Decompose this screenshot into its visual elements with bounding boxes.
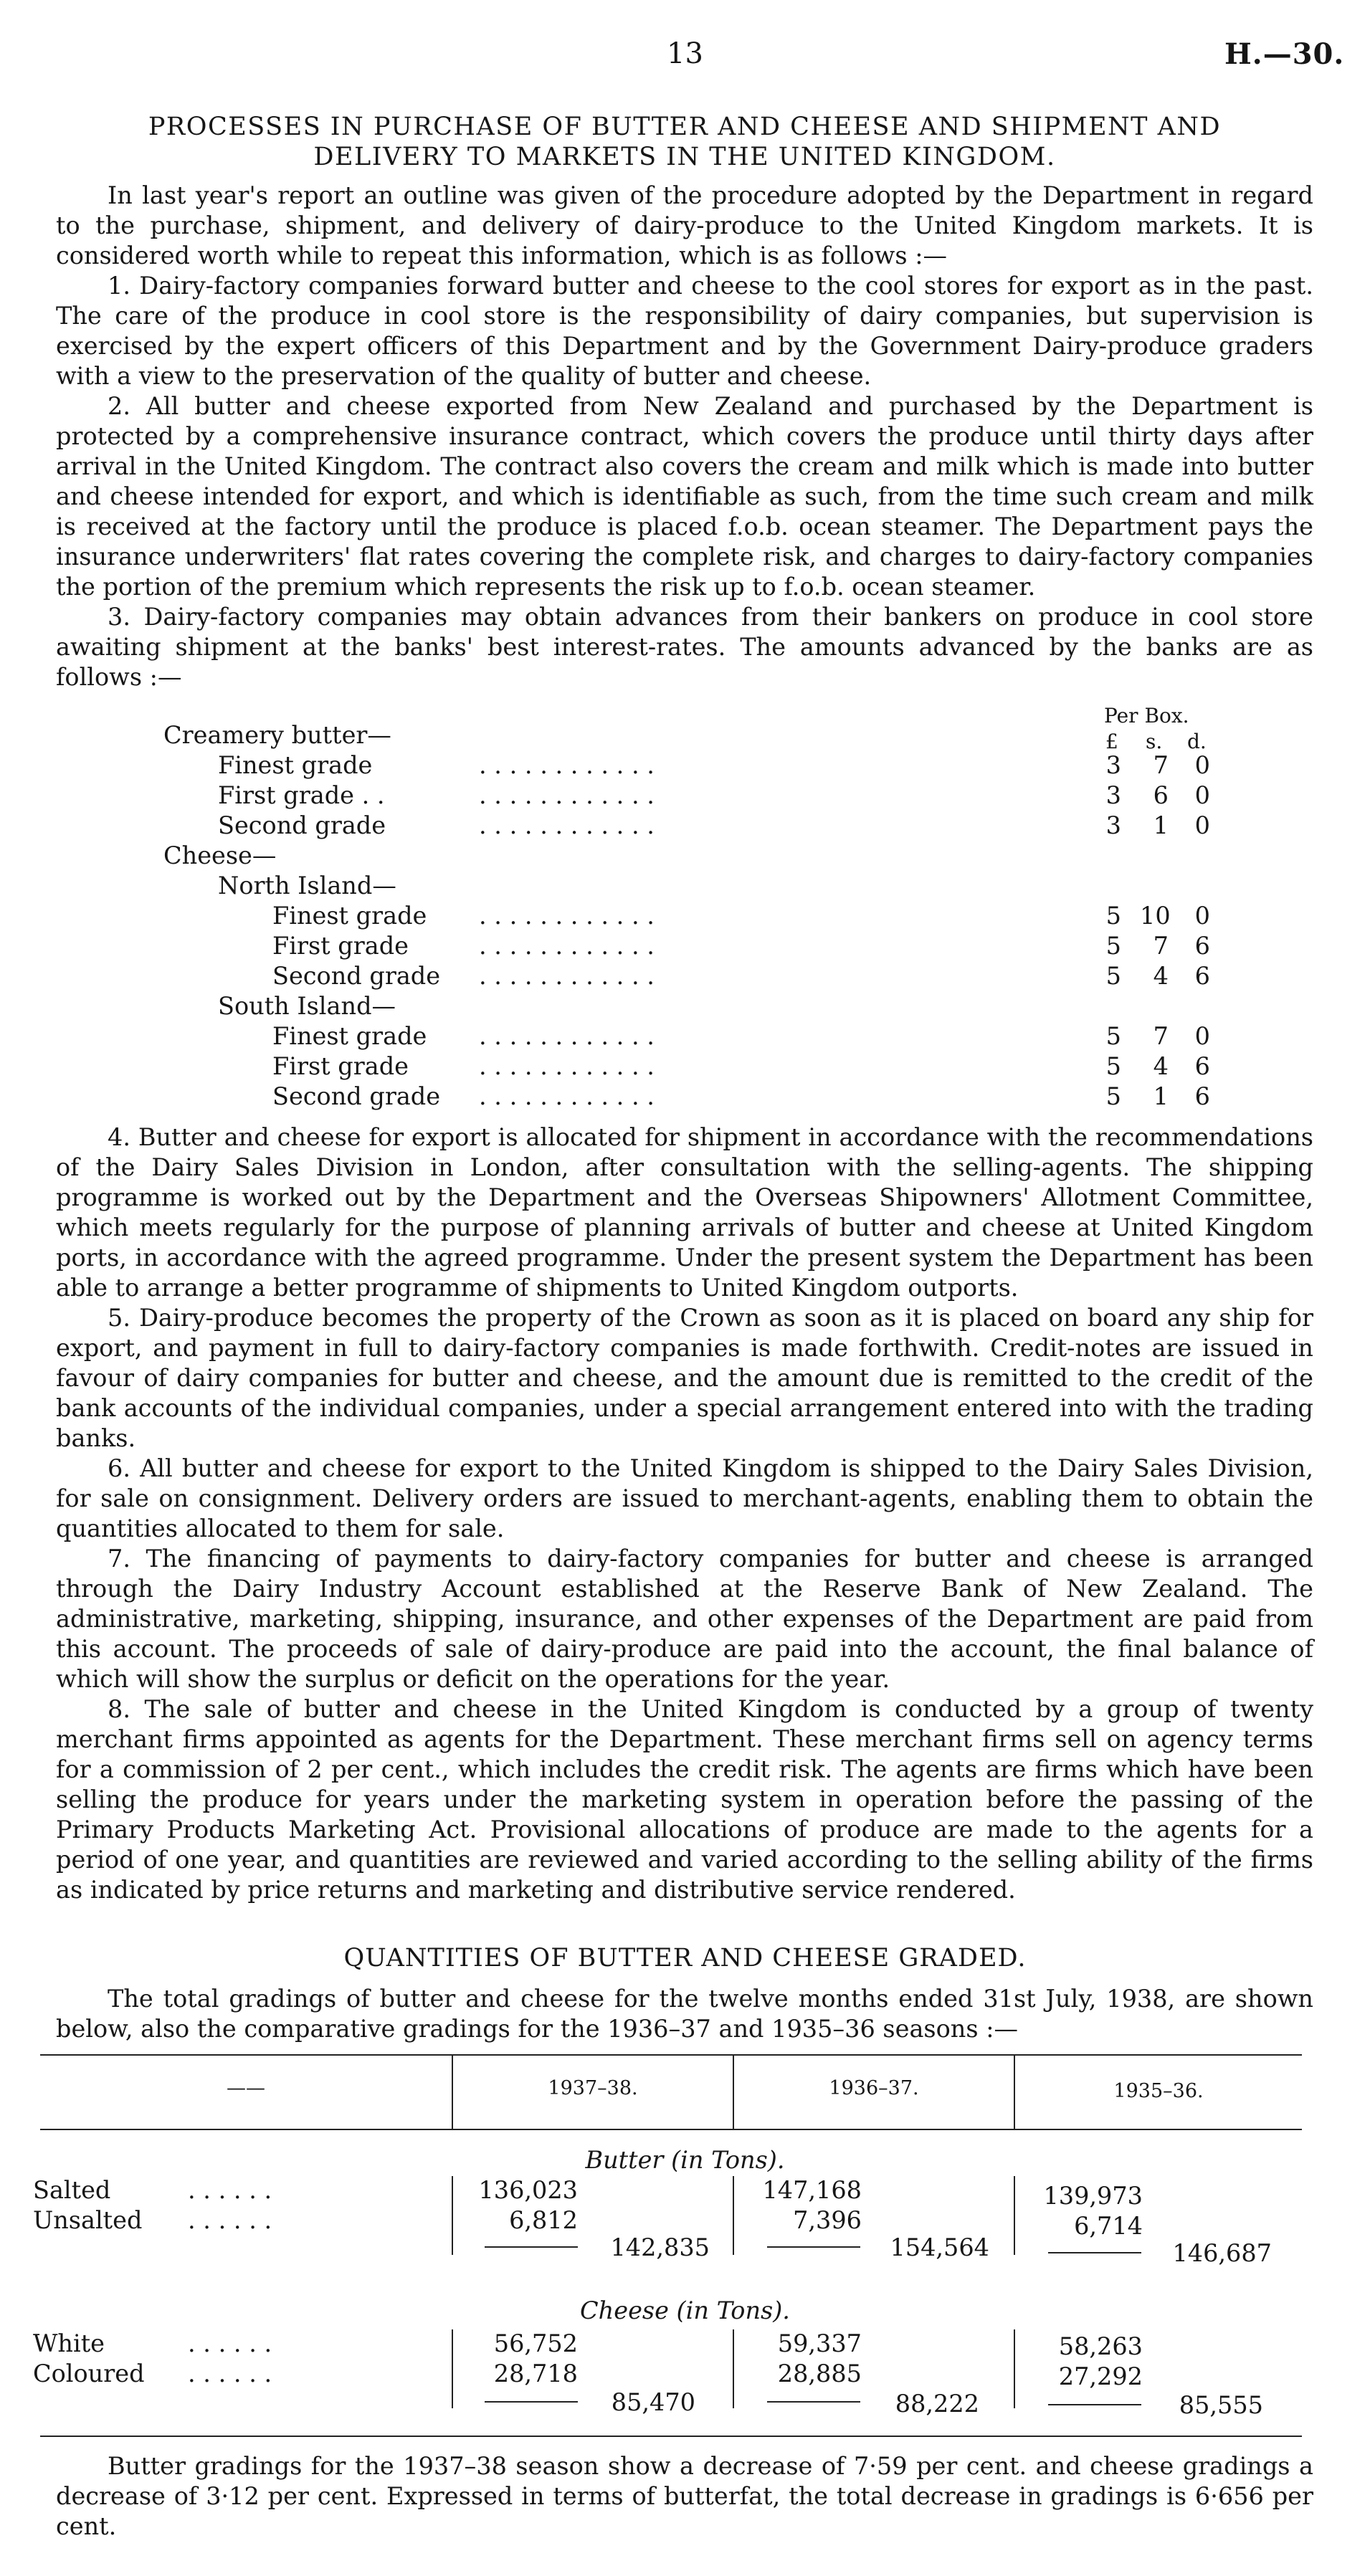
table-header-rule [40, 2129, 1302, 2130]
leader-dots: . . . . . . . . . . . . [479, 811, 655, 839]
cheese-total-1936-37: 88,222 [895, 2390, 979, 2418]
page-number: 13 [667, 37, 703, 70]
paragraph-1: 1. Dairy-factory companies forward butter and cheese to the cool stores for export as in the past. The care of the produce in cool store is the responsibility of dairy companies, but supervision is exercised by the expert officers of this Department and by the Government Dairy-produce graders with a view to the preservation of the quality of butter and cheese. [56, 272, 1313, 390]
subtotal-rule [485, 2246, 578, 2248]
row-label-unsalted: Unsalted [33, 2206, 143, 2234]
paragraph-5: 5. Dairy-produce becomes the property of the Crown as soon as it is placed on board any ship for export, and payment in full to dairy-factory companies is made forthwith. Credit-notes are issued in favour of dairy companies for butter and cheese, and the amount due is remitted to the credit of the bank accounts of the individual companies, under a special arrangement entered into with the trading banks. [56, 1304, 1313, 1452]
row-label-salted: Salted [33, 2176, 111, 2204]
row-label-white: White [33, 2329, 105, 2357]
cheese-subheading: Cheese (in Tons). [580, 2296, 790, 2324]
cheese-white-1935-36: 58,263 [1058, 2332, 1143, 2360]
column-divider [1014, 2176, 1015, 2255]
rate-shillings: 1 [1153, 811, 1169, 839]
rate-pence: 6 [1194, 962, 1210, 990]
row-label-coloured: Coloured [33, 2360, 145, 2387]
rate-pounds: 5 [1105, 1052, 1121, 1080]
subtotal-rule [767, 2246, 860, 2248]
per-box-header: Per Box. [1104, 704, 1189, 728]
cheese-total-1937-38: 85,470 [611, 2388, 695, 2416]
rate-pounds: 5 [1105, 932, 1121, 960]
butter-total-1937-38: 142,835 [610, 2233, 710, 2261]
rate-shillings: 4 [1153, 1052, 1169, 1080]
leader-dots: . . . . . . [188, 2329, 272, 2357]
leader-dots: . . . . . . [188, 2206, 272, 2234]
leader-dots: . . . . . . . . . . . . [479, 932, 655, 960]
gradings-intro: The total gradings of butter and cheese for the twelve months ended 31st July, 1938, are shown below, also the comparative gradings for the 1936–37 and 1935–36 seasons :— [56, 1985, 1313, 2043]
table-bottom-rule [40, 2436, 1302, 2437]
rate-pounds: 3 [1105, 811, 1121, 839]
rate-pounds: 5 [1105, 1082, 1121, 1110]
creamery-butter-label: Creamery butter— [163, 721, 391, 749]
rate-pounds: 5 [1105, 902, 1121, 930]
column-divider [452, 2329, 453, 2408]
rate-pence: 0 [1194, 751, 1210, 779]
rate-pounds: 3 [1105, 781, 1121, 809]
body-text-top [56, 181, 1313, 692]
butter-total-1936-37: 154,564 [890, 2233, 989, 2261]
rate-shillings: 7 [1153, 932, 1169, 960]
rate-shillings: 6 [1153, 781, 1169, 809]
paragraph-7: 7. The financing of payments to dairy-factory companies for butter and cheese is arranged through the Dairy Industry Account established at the Reserve Bank of New Zealand. The administrative, marketing, shipping, insurance, and other expenses of the Department are paid from this account. The proceeds of sale of dairy-produce are paid into the account, the final balance of which will show the surplus or deficit on the operations for the year. [56, 1545, 1313, 1693]
cheese-white-1936-37: 59,337 [777, 2329, 862, 2357]
body-text-bottom [56, 1122, 1313, 1905]
rate-row-label: First grade [272, 932, 409, 960]
rate-pence: 6 [1194, 932, 1210, 960]
pounds-col-header: £ [1105, 730, 1118, 753]
col-header-1937-38: 1937–38. [548, 2077, 638, 2099]
subtotal-rule [1048, 2404, 1141, 2405]
leader-dots: . . . . . . . . . . . . [479, 902, 655, 930]
col-header-1935-36: 1935–36. [1113, 2080, 1204, 2102]
butter-unsalted-1936-37: 7,396 [793, 2206, 862, 2234]
butter-unsalted-1935-36: 6,714 [1074, 2212, 1143, 2240]
cheese-coloured-1936-37: 28,885 [777, 2360, 862, 2387]
table-top-rule [40, 2054, 1302, 2056]
rate-pence: 6 [1194, 1052, 1210, 1080]
shillings-col-header: s. [1146, 730, 1163, 753]
north-island-label: North Island— [218, 872, 396, 900]
gradings-heading: QUANTITIES OF BUTTER AND CHEESE GRADED. [343, 1944, 1027, 1972]
rate-row-label: Finest grade [218, 751, 373, 779]
subtotal-rule [1048, 2252, 1141, 2253]
rate-pence: 0 [1194, 1022, 1210, 1050]
leader-dots: . . . . . . [188, 2176, 272, 2204]
column-divider [1014, 2329, 1015, 2408]
paragraph-6: 6. All butter and cheese for export to the United Kingdom is shipped to the Dairy Sales Division, for sale on consignment. Delivery orders are issued to merchant-agents, enabling them to obtain the quantities allocated to them for sale. [56, 1454, 1313, 1542]
rate-shillings: 10 [1140, 902, 1171, 930]
leader-dots: . . . . . . . . . . . . [479, 781, 655, 809]
rate-pounds: 3 [1105, 751, 1121, 779]
butter-total-1935-36: 146,687 [1172, 2239, 1272, 2267]
cheese-total-1935-36: 85,555 [1179, 2391, 1263, 2419]
rate-row-label: Finest grade [272, 902, 427, 930]
stub-col-header: —— [227, 2077, 265, 2099]
rate-pence: 0 [1194, 902, 1210, 930]
paragraph-2: 2. All butter and cheese exported from New Zealand and purchased by the Department is protected by a comprehensive insurance contract, which covers the produce until thirty days after arrival in the United Kingdom. The contract also covers the cream and milk which is made into butter and cheese intended for export, and which is identifiable as such, from the time such cream and milk is received at the factory until the produce is placed f.o.b. ocean steamer. The Department pays the insurance underwriters' flat rates covering the complete risk, and charges to dairy-factory companies the portion of the premium which represents the risk up to f.o.b. ocean steamer. [56, 392, 1313, 601]
intro-paragraph: In last year's report an outline was given of the procedure adopted by the Department in regard to the purchase, shipment, and delivery of dairy-produce to the United Kingdom markets. It is considered worth while to repeat this information, which is as follows :— [56, 181, 1313, 269]
leader-dots: . . . . . . [188, 2360, 272, 2387]
rate-shillings: 7 [1153, 1022, 1169, 1050]
butter-salted-1935-36: 139,973 [1043, 2182, 1143, 2210]
subtotal-rule [767, 2401, 860, 2403]
rate-row-label: Second grade [272, 1082, 441, 1110]
butter-subheading: Butter (in Tons). [585, 2146, 785, 2174]
south-island-label: South Island— [218, 992, 396, 1020]
column-divider [733, 2329, 734, 2408]
rate-pence: 0 [1194, 781, 1210, 809]
leader-dots: . . . . . . . . . . . . [479, 962, 655, 990]
leader-dots: . . . . . . . . . . . . [479, 751, 655, 779]
section-title [65, 112, 1305, 172]
cheese-label: Cheese— [163, 841, 277, 869]
rate-row-label: Second grade [218, 811, 386, 839]
leader-dots: . . . . . . . . . . . . [479, 1052, 655, 1080]
butter-unsalted-1937-38: 6,812 [509, 2206, 578, 2234]
report-reference: H.—30. [1224, 37, 1345, 71]
gradings-footer-block [56, 2451, 1313, 2542]
pence-col-header: d. [1187, 730, 1207, 753]
title-line-1: PROCESSES IN PURCHASE OF BUTTER AND CHEESE AND SHIPMENT AND [148, 113, 1222, 141]
leader-dots: . . . . . . . . . . . . [479, 1022, 655, 1050]
paragraph-3: 3. Dairy-factory companies may obtain advances from their bankers on produce in cool store awaiting shipment at the banks' best interest-rates. The amounts advanced by the banks are as follows :— [56, 603, 1313, 691]
cheese-coloured-1935-36: 27,292 [1058, 2362, 1143, 2390]
gradings-intro-block [56, 1984, 1313, 2044]
butter-salted-1936-37: 147,168 [762, 2176, 862, 2204]
butter-salted-1937-38: 136,023 [478, 2176, 578, 2204]
title-line-2: DELIVERY TO MARKETS IN THE UNITED KINGDOM. [313, 143, 1056, 171]
rate-pence: 0 [1194, 811, 1210, 839]
paragraph-4: 4. Butter and cheese for export is allocated for shipment in accordance with the recommendations of the Dairy Sales Division in London, after consultation with the selling-agents. The shipping programme is worked out by the Department and the Overseas Shipowners' Allotment Committee, which meets regularly for the purpose of planning arrivals of butter and cheese at United Kingdom ports, in accordance with the agreed programme. Under the present system the Department has been able to arrange a better programme of shipments to United Kingdom outports. [56, 1123, 1313, 1302]
rate-pounds: 5 [1105, 1022, 1121, 1050]
rate-row-label: Second grade [272, 962, 441, 990]
rate-row-label: Finest grade [272, 1022, 427, 1050]
column-divider [452, 2176, 453, 2255]
col-header-1936-37: 1936–37. [829, 2077, 919, 2099]
rate-shillings: 1 [1153, 1082, 1169, 1110]
subtotal-rule [485, 2401, 578, 2403]
rate-row-label: First grade . . [218, 781, 385, 809]
leader-dots: . . . . . . . . . . . . [479, 1082, 655, 1110]
cheese-white-1937-38: 56,752 [493, 2329, 578, 2357]
rate-pence: 6 [1194, 1082, 1210, 1110]
cheese-coloured-1937-38: 28,718 [493, 2360, 578, 2387]
rate-row-label: First grade [272, 1052, 409, 1080]
column-divider [733, 2176, 734, 2255]
paragraph-8: 8. The sale of butter and cheese in the United Kingdom is conducted by a group of twenty merchant firms appointed as agents for the Department. These merchant firms sell on agency terms for a commission of 2 per cent., which includes the credit risk. The agents are firms which have been selling the produce for years under the marketing system in operation before the passing of the Primary Products Marketing Act. Provisional allocations of produce are made to the agents for a period of one year, and quantities are reviewed and varied according to the selling ability of the firms as indicated by price returns and marketing and distributive service rendered. [56, 1695, 1313, 1904]
rate-shillings: 4 [1153, 962, 1169, 990]
rate-shillings: 7 [1153, 751, 1169, 779]
rate-pounds: 5 [1105, 962, 1121, 990]
gradings-footer: Butter gradings for the 1937–38 season show a decrease of 7·59 per cent. and cheese gradings a decrease of 3·12 per cent. Expressed in terms of butterfat, the total decrease in gradings is 6·656 per cent. [56, 2452, 1313, 2540]
